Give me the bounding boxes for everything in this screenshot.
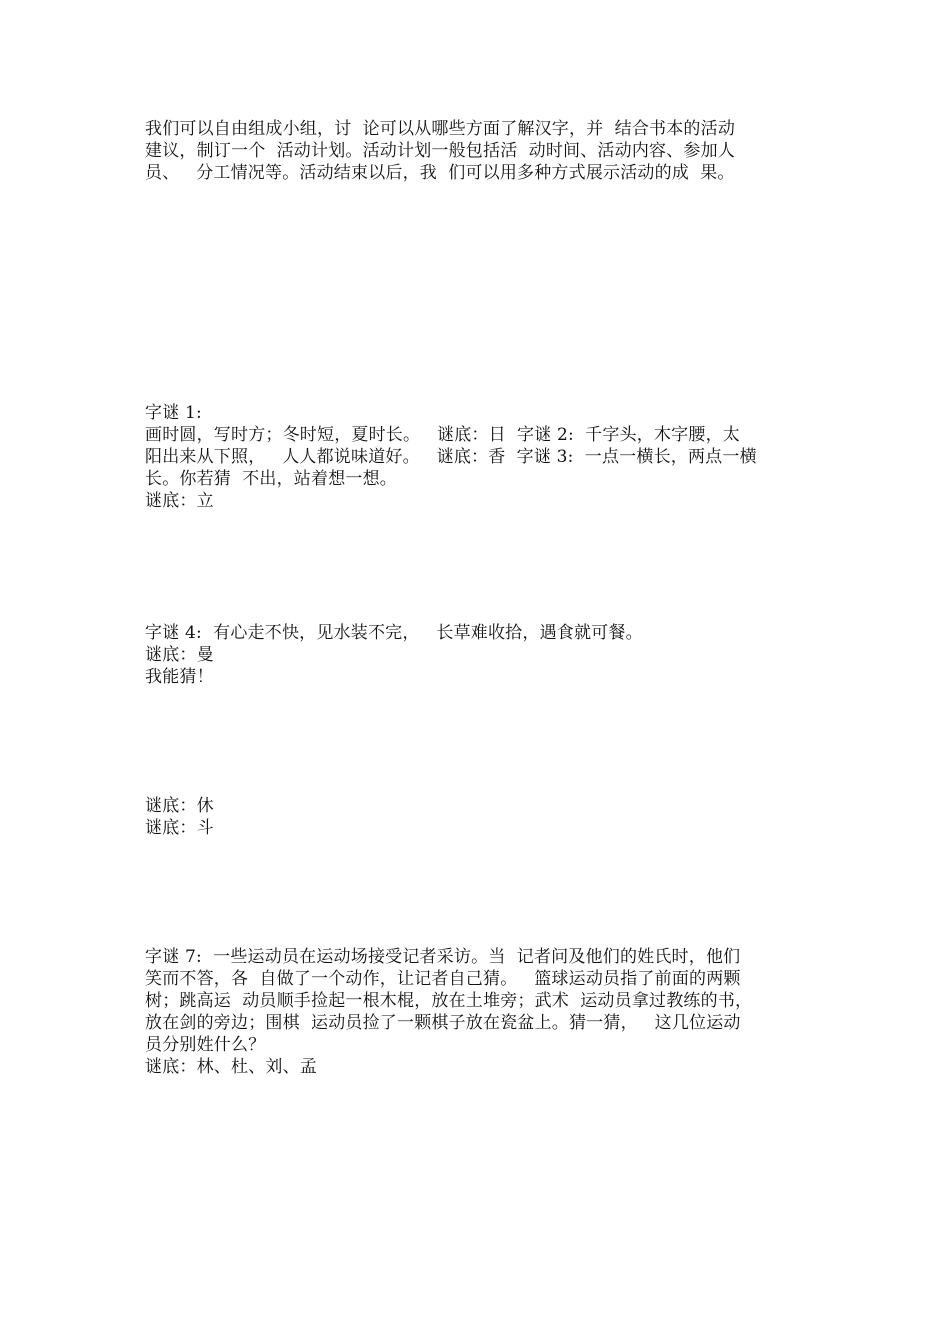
riddle-text: 字谜 7: 一些运动员在运动场接受记者采访。当 记者问及他们的姓氏时，他们 xyxy=(145,947,741,967)
text-line: 阳出来从下照， 人人都说味道好。 谜底：香 字谜 3: 一点一横长，两点一横 xyxy=(145,447,757,467)
riddle-text: 放在剑的旁边；围棋 运动员捡了一颗棋子放在瓷盆上。猜一猜， 这几位运动 xyxy=(145,1013,741,1033)
riddle-4-section xyxy=(145,622,810,688)
answers-section xyxy=(145,795,810,839)
text-line: 建议，制订一个 活动计划。活动计划一般包括活 动时间、活动内容、参加人 xyxy=(145,141,736,161)
riddle-7-section xyxy=(145,946,810,1078)
riddle-text: 树；跳高运 动员顺手捡起一根木棍，放在土堆旁；武术 运动员拿过教练的书， xyxy=(145,991,753,1011)
riddle-answer: 谜底：立 xyxy=(145,491,214,511)
section-heading: 我能猜！ xyxy=(145,667,214,687)
text-line: 我们可以自由组成小组，讨 论可以从哪些方面了解汉字，并 结合书本的活动 xyxy=(145,119,736,139)
text-line: 画时圆，写时方；冬时短，夏时长。 谜底：日 字谜 2: 千字头，木字腰，太 xyxy=(145,425,740,445)
riddle-heading: 字谜 1: xyxy=(145,403,202,423)
riddle-text: 员分别姓什么？ xyxy=(145,1035,266,1055)
intro-paragraph xyxy=(145,118,810,184)
riddle-answer: 谜底：休 xyxy=(145,796,214,816)
riddle-answer: 谜底：斗 xyxy=(145,818,214,838)
text-line: 员、 分工情况等。活动结束以后，我 们可以用多种方式展示活动的成 果。 xyxy=(145,163,735,183)
riddle-answer: 谜底：林、杜、刘、孟 xyxy=(145,1057,317,1077)
riddle-text: 字谜 4: 有心走不快，见水装不完， 长草难收拾，遇食就可餐。 xyxy=(145,623,643,643)
riddle-text: 笑而不答，各 自做了一个动作，让记者自己猜。 篮球运动员指了前面的两颗 xyxy=(145,969,741,989)
riddle-answer: 谜底：曼 xyxy=(145,645,214,665)
text-line: 长。你若猜 不出，站着想一想。 xyxy=(145,469,398,489)
riddles-1-3-section xyxy=(145,402,810,512)
